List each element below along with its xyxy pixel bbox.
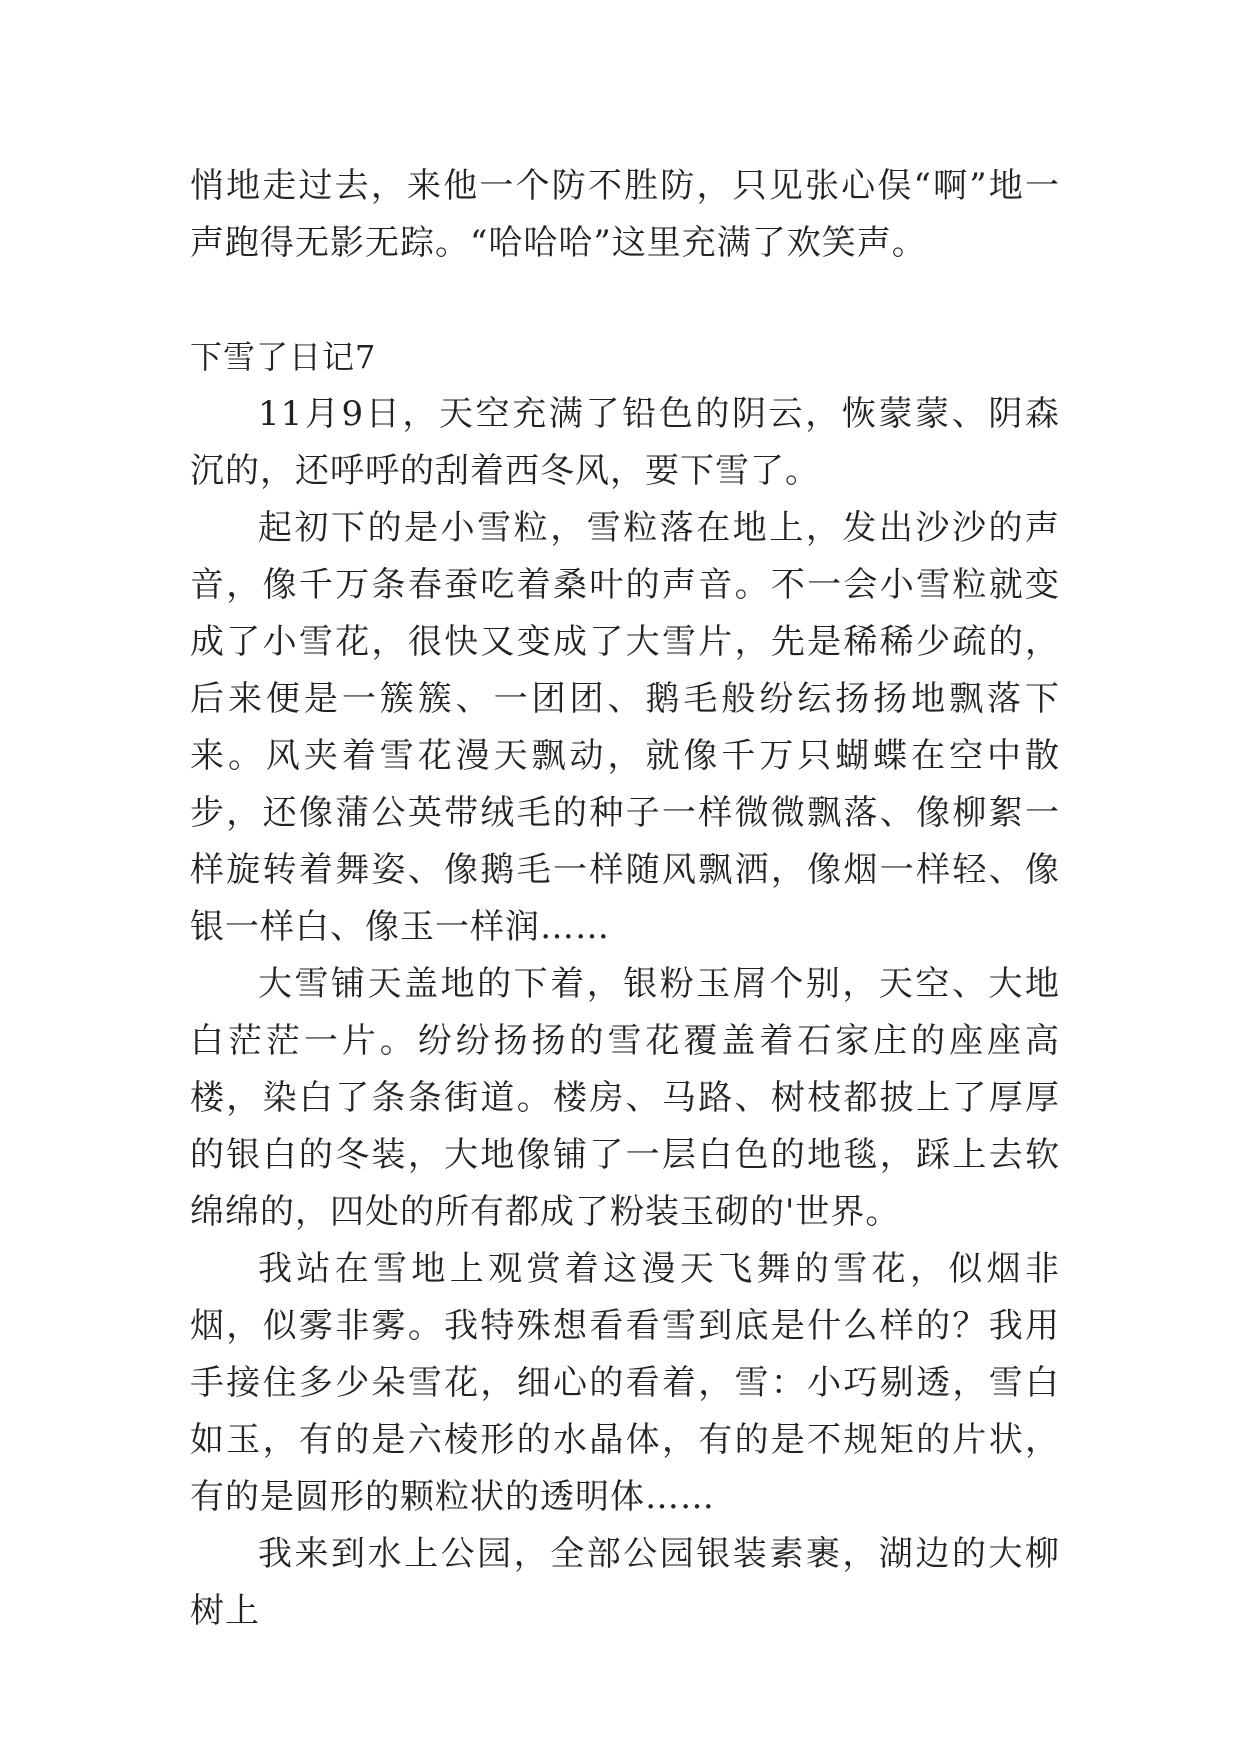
diary-heading: 下雪了日记7	[190, 338, 377, 376]
document-body	[190, 158, 1060, 1640]
paragraph-5: 我来到水上公园，全部公园银装素裹，湖边的大柳树上	[190, 1534, 1060, 1631]
paragraph-1: 11月9日，天空充满了铅色的阴云，恢蒙蒙、阴森沉的，还呼呼的刮着西冬风，要下雪了。	[190, 394, 1060, 491]
paragraph-4: 我站在雪地上观赏着这漫天飞舞的雪花，似烟非烟，似雾非雾。我特殊想看看雪到底是什么样的？我用手接住多少朵雪花，细心的看着，雪：小巧剔透，雪白如玉，有的是六棱形的水晶体，有的是不规矩的片状，有的是圆形的颗粒状的透明体……	[190, 1249, 1060, 1517]
paragraph-3: 大雪铺天盖地的下着，银粉玉屑个别，天空、大地白茫茫一片。纷纷扬扬的雪花覆盖着石家庄的座座高楼，染白了条条街道。楼房、马路、树枝都披上了厚厚的银白的冬装，大地像铺了一层白色的地毯，踩上去软绵绵的，四处的所有都成了粉装玉砌的'世界。	[190, 964, 1060, 1232]
paragraph-2: 起初下的是小雪粒，雪粒落在地上，发出沙沙的声音，像千万条春蚕吃着桑叶的声音。不一会小雪粒就变成了小雪花，很快又变成了大雪片，先是稀稀少疏的，后来便是一簇簇、一团团、鹅毛般纷纭扬扬地飘落下来。风夹着雪花漫天飘动，就像千万只蝴蝶在空中散步，还像蒲公英带绒毛的种子一样微微飘落、像柳絮一样旋转着舞姿、像鹅毛一样随风飘洒，像烟一样轻、像银一样白、像玉一样润……	[190, 508, 1060, 947]
intro-paragraph: 悄地走过去，来他一个防不胜防，只见张心俣“啊”地一声跑得无影无踪。“哈哈哈”这里充满了欢笑声。	[190, 166, 1060, 263]
